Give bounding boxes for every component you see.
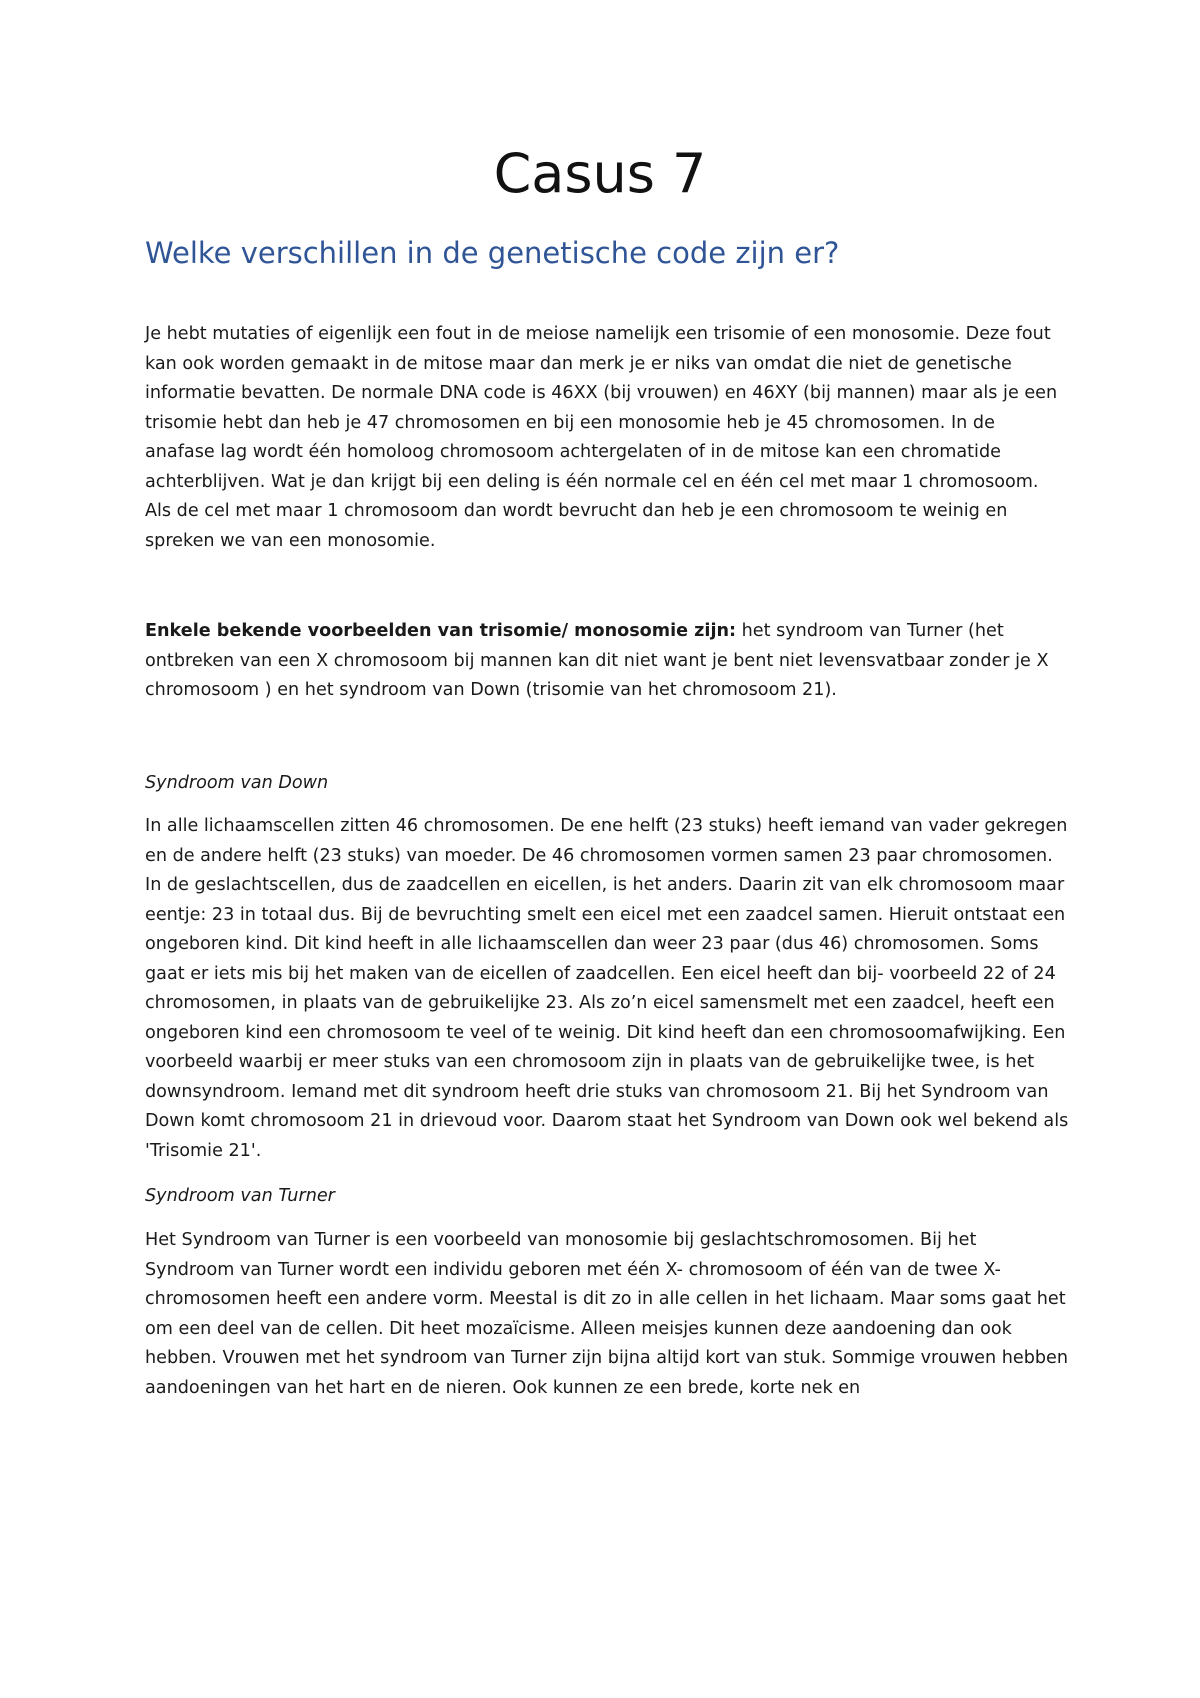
subheading-turner-syndrome: Syndroom van Turner — [145, 1186, 335, 1206]
paragraph-mutations: Je hebt mutaties of eigenlijk een fout in de meiose namelijk een trisomie of een monosomie. Deze fout kan ook worden gemaakt in de mitose maar dan merk je er niks van omdat die niet de genetische informatie bevatten. De normale DNA code is 46XX (bij vrouwen) en 46XY (bij mannen) maar als je een trisomie hebt dan heb je 47 chromosomen en bij een monosomie heb je 45 chromosomen. In de anafase lag wordt één homoloog chromosoom achtergelaten of in de mitose kan een chromatide achterblijven. Wat je dan krijgt bij een deling is één normale cel en één cel met maar 1 chromosoom. Als de cel met maar 1 chromosoom dan wordt bevrucht dan heb je een chromosoom te weinig en spreken we van een monosomie. — [145, 324, 1058, 551]
paragraph-down-syndrome: In alle lichaamscellen zitten 46 chromosomen. De ene helft (23 stuks) heeft iemand van vader gekregen en de andere helft (23 stuks) van moeder. De 46 chromosomen vormen samen 23 paar chromosomen. In de geslachtscellen, dus de zaadcellen en eicellen, is het anders. Daarin zit van elk chromosoom maar eentje: 23 in totaal dus. Bij de bevruchting smelt een eicel met een zaadcel samen. Hieruit ontstaat een ongeboren kind. Dit kind heeft in alle lichaamscellen dan weer 23 paar (dus 46) chromosomen. Soms gaat er iets mis bij het maken van de eicellen of zaadcellen. Een eicel heeft dan bij- voorbeeld 22 of 24 chromosomen, in plaats van de gebruikelijke 23. Als zo’n eicel samensmelt met een zaadcel, heeft een ongeboren kind een chromosoom te veel of te weinig. Dit kind heeft dan een chromosoomafwijking. Een voorbeeld waarbij er meer stuks van een chromosoom zijn in plaats van de gebruikelijke twee, is het downsyndroom. Iemand met dit syndroom heeft drie stuks van chromosoom 21. Bij het Syndroom van Down komt chromosoom 21 in drievoud voor. Daarom staat het Syndroom van Down ook wel bekend als 'Trisomie 21'. — [145, 816, 1069, 1161]
paragraph-turner-syndrome: Het Syndroom van Turner is een voorbeeld van monosomie bij geslachtschromosomen. Bij het Syndroom van Turner wordt een individu geboren met één X- chromosoom of één van de twee X- chromosomen heeft een andere vorm. Meestal is dit zo in alle cellen in het lichaam. Maar soms gaat het om een deel van de cellen. Dit heet mozaïcisme. Alleen meisjes kunnen deze aandoening dan ook hebben. Vrouwen met het syndroom van Turner zijn bijna altijd kort van stuk. Sommige vrouwen hebben aandoeningen van het hart en de nieren. Ook kunnen ze een brede, korte nek en — [145, 1230, 1069, 1398]
document-title: Casus 7 — [493, 142, 707, 205]
examples-lead-text: Enkele bekende voorbeelden van trisomie/ monosomie zijn: — [145, 621, 737, 641]
subheading-down-syndrome: Syndroom van Down — [145, 773, 329, 793]
paragraph-examples — [145, 617, 1070, 706]
section-heading: Welke verschillen in de genetische code zijn er? — [145, 236, 840, 270]
examples-body-text: het syndroom van Turner (het ontbreken van een X chromosoom bij mannen kan dit niet want je bent niet levensvatbaar zonder je X chromosoom ) en het syndroom van Down (trisomie van het chromosoom 21). — [145, 621, 1049, 700]
